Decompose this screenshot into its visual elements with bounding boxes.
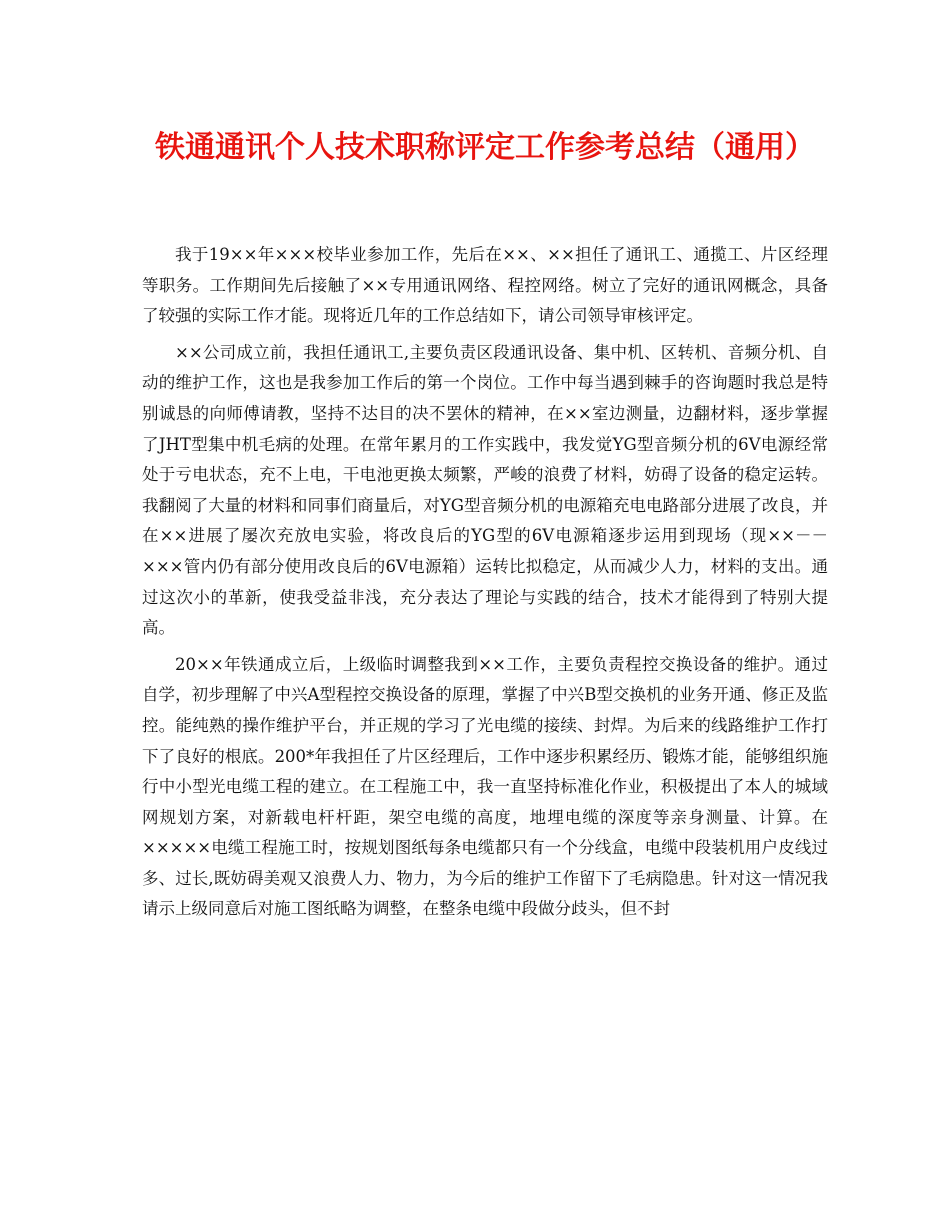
- document-body: [142, 240, 828, 931]
- paragraph-1: 我于19××年×××校毕业参加工作，先后在××、××担任了通讯工、通揽工、片区经理等职务。工作期间先后接触了××专用通讯网络、程控网络。树立了完好的通讯网概念，具备了较强的实际工作才能。现将近几年的工作总结如下，请公司领导审核评定。: [142, 245, 828, 326]
- paragraph-3: 20××年铁通成立后，上级临时调整我到××工作，主要负责程控交换设备的维护。通过自学，初步理解了中兴A型程控交换设备的原理，掌握了中兴B型交换机的业务开通、修正及监控。能纯熟的操作维护平台，并正规的学习了光电缆的接续、封焊。为后来的线路维护工作打下了良好的根底。200*年我担任了片区经理后，工作中逐步积累经历、锻炼才能，能够组织施行中小型光电缆工程的建立。在工程施工中，我一直坚持标准化作业，积极提出了本人的城域网规划方案，对新载电杆杆距，架空电缆的高度，地埋电缆的深度等亲身测量、计算。在×××××电缆工程施工时，按规划图纸每条电缆都只有一个分线盒，电缆中段装机用户皮线过多、过长,既妨碍美观又浪费人力、物力，为今后的维护工作留下了毛病隐患。针对这一情况我请示上级同意后对施工图纸略为调整，在整条电缆中段做分歧头，但不封: [142, 654, 828, 919]
- paragraph-2: ××公司成立前，我担任通讯工,主要负责区段通讯设备、集中机、区转机、音频分机、自动的维护工作，这也是我参加工作后的第一个岗位。工作中每当遇到棘手的咨询题时我总是特别诚恳的向师傅请教，坚持不达目的决不罢休的精神，在××室边测量，边翻材料，逐步掌握了JHT型集中机毛病的处理。在常年累月的工作实践中，我发觉YG型音频分机的6V电源经常处于亏电状态，充不上电，干电池更换太频繁，严峻的浪费了材料，妨碍了设备的稳定运转。我翻阅了大量的材料和同事们商量后，对YG型音频分机的电源箱充电电路部分进展了改良，并在××进展了屡次充放电实验，将改良后的YG型的6V电源箱逐步运用到现场（现××－－×××管内仍有部分使用改良后的6V电源箱）运转比拟稳定，从而减少人力，材料的支出。通过这次小的革新，使我受益非浅，充分表达了理论与实践的结合，技术才能得到了特别大提高。: [142, 342, 828, 638]
- document-title: 铁通通讯个人技术职称评定工作参考总结（通用）: [155, 130, 815, 165]
